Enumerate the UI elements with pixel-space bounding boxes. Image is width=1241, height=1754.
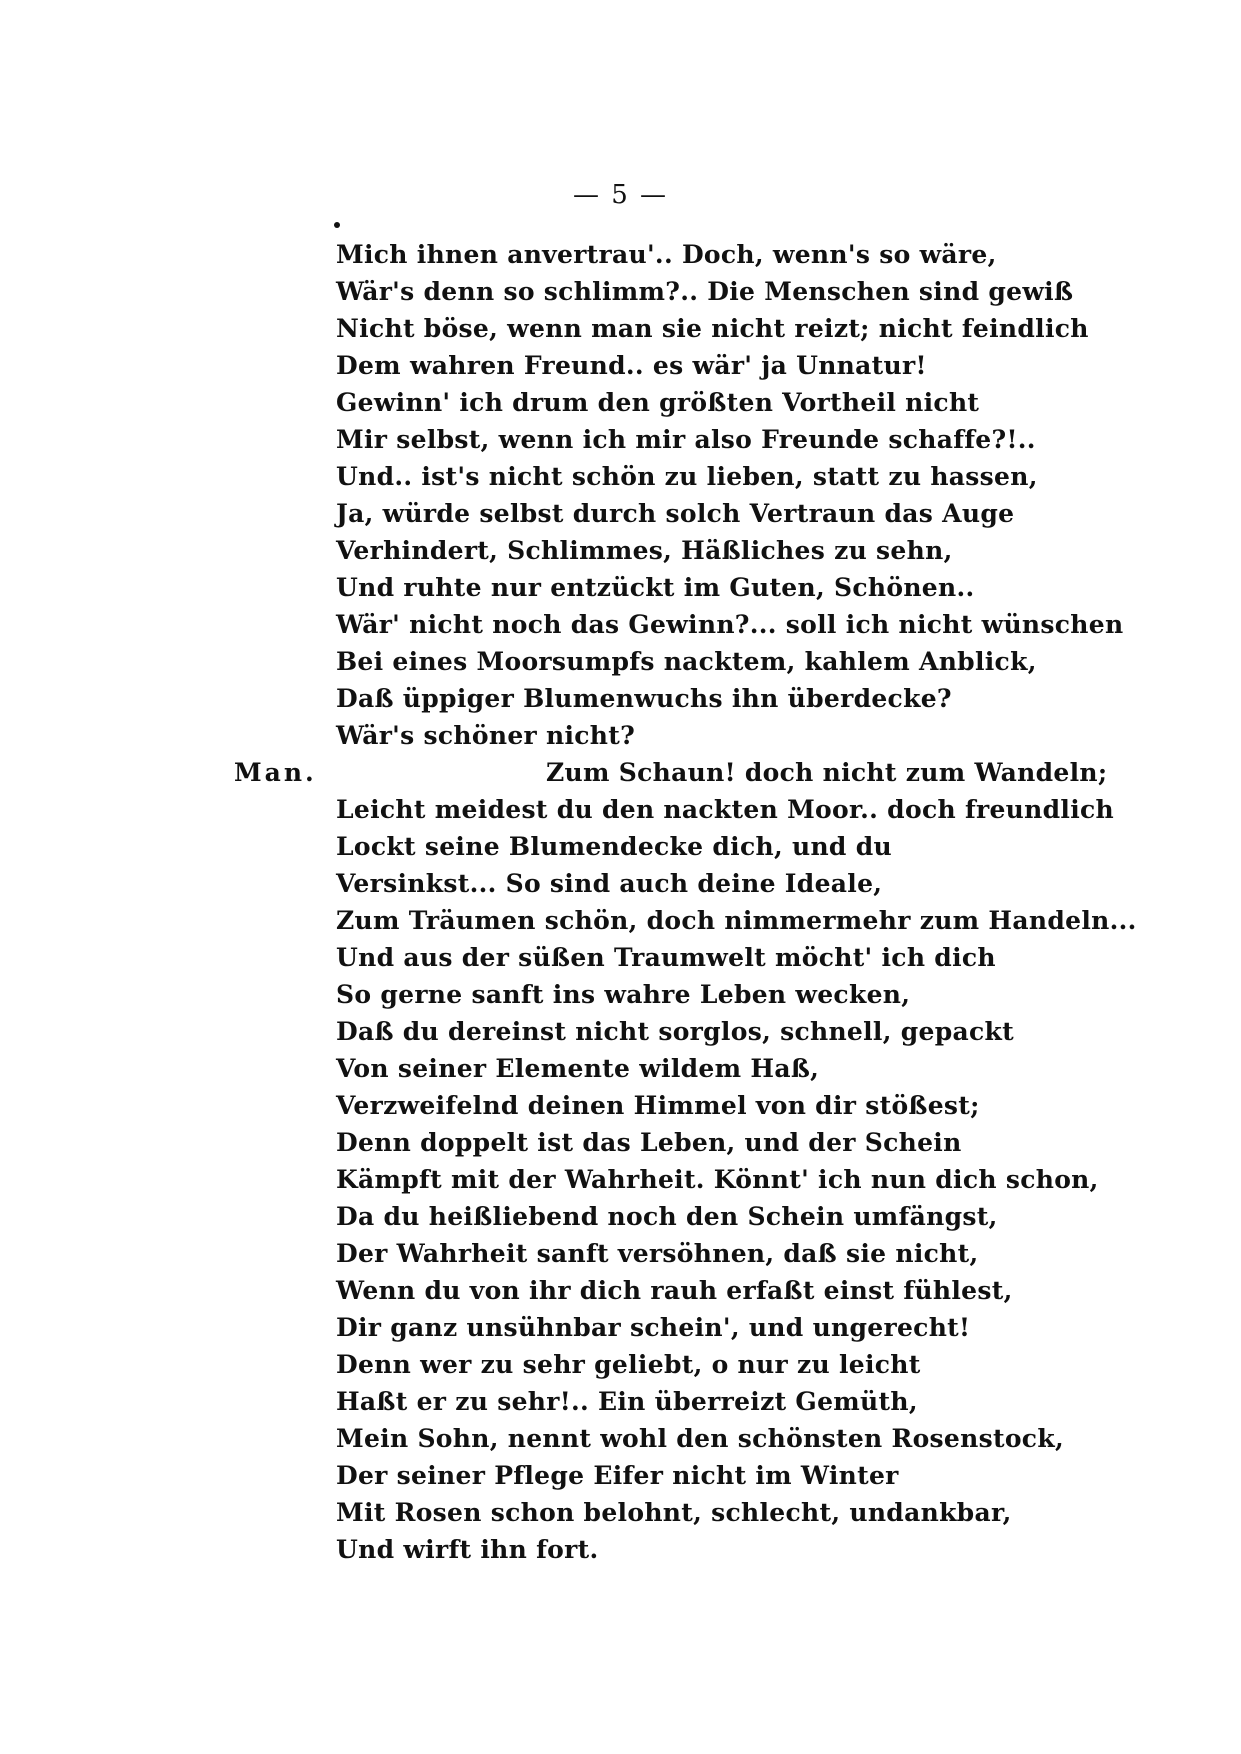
verse-line — [336, 902, 1137, 939]
verse-line — [336, 828, 1026, 865]
verse-line — [336, 1235, 1026, 1272]
verse-line — [336, 606, 1124, 643]
verse-block — [234, 236, 1137, 1568]
verse-line — [336, 1013, 1026, 1050]
verse-line — [336, 717, 1026, 754]
verse-line — [336, 532, 1026, 569]
verse-line-text: Mir selbst, wenn ich mir also Freunde schaffe?!.. — [336, 425, 1036, 454]
verse-line-text: Bei eines Moorsumpfs nacktem, kahlem Anblick, — [336, 647, 1037, 676]
verse-line — [336, 643, 1037, 680]
verse-line — [336, 680, 1026, 717]
verse-line-speaker — [234, 754, 1108, 791]
verse-line-text: Wär's denn so schlimm?.. Die Menschen sind gewiß — [336, 277, 1074, 306]
verse-line-text: Verhindert, Schlimmes, Häßliches zu sehn, — [336, 536, 953, 565]
verse-line-text: Denn doppelt ist das Leben, und der Schein — [336, 1128, 962, 1157]
verse-line — [336, 1494, 1026, 1531]
page-number: — 5 — — [572, 180, 669, 210]
verse-line-text: Wär's schöner nicht? — [336, 721, 636, 750]
verse-line — [336, 384, 1026, 421]
verse-line-text: Zum Träumen schön, doch nimmermehr zum Handeln... — [336, 906, 1137, 935]
verse-line-text: Und wirft ihn fort. — [336, 1535, 599, 1564]
verse-line — [336, 1383, 1026, 1420]
verse-line-text: Mein Sohn, nennt wohl den schönsten Rosenstock, — [336, 1424, 1064, 1453]
verse-line-text: Ja, würde selbst durch solch Vertraun das Auge — [336, 499, 1015, 528]
verse-line — [336, 310, 1089, 347]
verse-line-text: Dir ganz unsühnbar schein', und ungerecht! — [336, 1313, 971, 1342]
verse-line-text: Da du heißliebend noch den Schein umfängst, — [336, 1202, 998, 1231]
verse-line-text: Dem wahren Freund.. es wär' ja Unnatur! — [336, 351, 927, 380]
verse-line-text: Mich ihnen anvertrau'.. Doch, wenn's so wäre, — [336, 240, 997, 269]
verse-line — [336, 421, 1036, 458]
verse-line — [336, 1420, 1064, 1457]
verse-line-text: Der seiner Pflege Eifer nicht im Winter — [336, 1461, 899, 1490]
verse-line — [336, 569, 1026, 606]
verse-line-text: Verzweifelnd deinen Himmel von dir stößest; — [336, 1091, 980, 1120]
verse-line-text: Nicht böse, wenn man sie nicht reizt; nicht feindlich — [336, 314, 1089, 343]
verse-line — [336, 458, 1038, 495]
verse-line-text: Wär' nicht noch das Gewinn?... soll ich nicht wünschen — [336, 610, 1124, 639]
verse-line-text: Wenn du von ihr dich rauh erfaßt einst fühlest, — [336, 1276, 1013, 1305]
verse-line — [336, 1198, 1026, 1235]
verse-line-text: Denn wer zu sehr geliebt, o nur zu leicht — [336, 1350, 921, 1379]
verse-line — [336, 1309, 1026, 1346]
verse-line — [336, 273, 1074, 310]
verse-line — [336, 1050, 1026, 1087]
ink-dot — [334, 222, 340, 228]
verse-line — [336, 1457, 1026, 1494]
speaker-label: Man. — [234, 758, 317, 787]
verse-line-text: Lockt seine Blumendecke dich, und du — [336, 832, 892, 861]
verse-line — [336, 1272, 1026, 1309]
verse-line-text: Daß du dereinst nicht sorglos, schnell, gepackt — [336, 1017, 1014, 1046]
verse-line-text: Gewinn' ich drum den größten Vortheil nicht — [336, 388, 980, 417]
verse-line — [336, 1161, 1099, 1198]
verse-line — [336, 236, 1026, 273]
verse-line-text: So gerne sanft ins wahre Leben wecken, — [336, 980, 911, 1009]
verse-line-text: Leicht meidest du den nackten Moor.. doch freundlich — [336, 795, 1115, 824]
verse-line-text: Von seiner Elemente wildem Haß, — [336, 1054, 820, 1083]
verse-line — [336, 1346, 1026, 1383]
verse-line-text: Daß üppiger Blumenwuchs ihn überdecke? — [336, 684, 952, 713]
verse-line-text: Der Wahrheit sanft versöhnen, daß sie nicht, — [336, 1239, 979, 1268]
verse-line — [336, 495, 1026, 532]
verse-line-text: Versinkst... So sind auch deine Ideale, — [336, 869, 883, 898]
verse-line-text: Und aus der süßen Traumwelt möcht' ich dich — [336, 943, 996, 972]
verse-line-text: Mit Rosen schon belohnt, schlecht, undankbar, — [336, 1498, 1012, 1527]
verse-line — [336, 976, 1026, 1013]
verse-line-text: Und.. ist's nicht schön zu lieben, statt zu hassen, — [336, 462, 1038, 491]
verse-line-text: Zum Schaun! doch nicht zum Wandeln; — [546, 758, 1108, 787]
verse-line — [336, 939, 1026, 976]
verse-line-text: Und ruhte nur entzückt im Guten, Schönen.. — [336, 573, 975, 602]
verse-line-text: Haßt er zu sehr!.. Ein überreizt Gemüth, — [336, 1387, 918, 1416]
verse-line — [336, 1087, 1026, 1124]
verse-line — [336, 347, 1026, 384]
verse-line — [336, 791, 1115, 828]
verse-line — [336, 1124, 1026, 1161]
verse-line — [336, 1531, 1026, 1568]
verse-line-text: Kämpft mit der Wahrheit. Könnt' ich nun dich schon, — [336, 1165, 1099, 1194]
verse-line — [336, 865, 1026, 902]
